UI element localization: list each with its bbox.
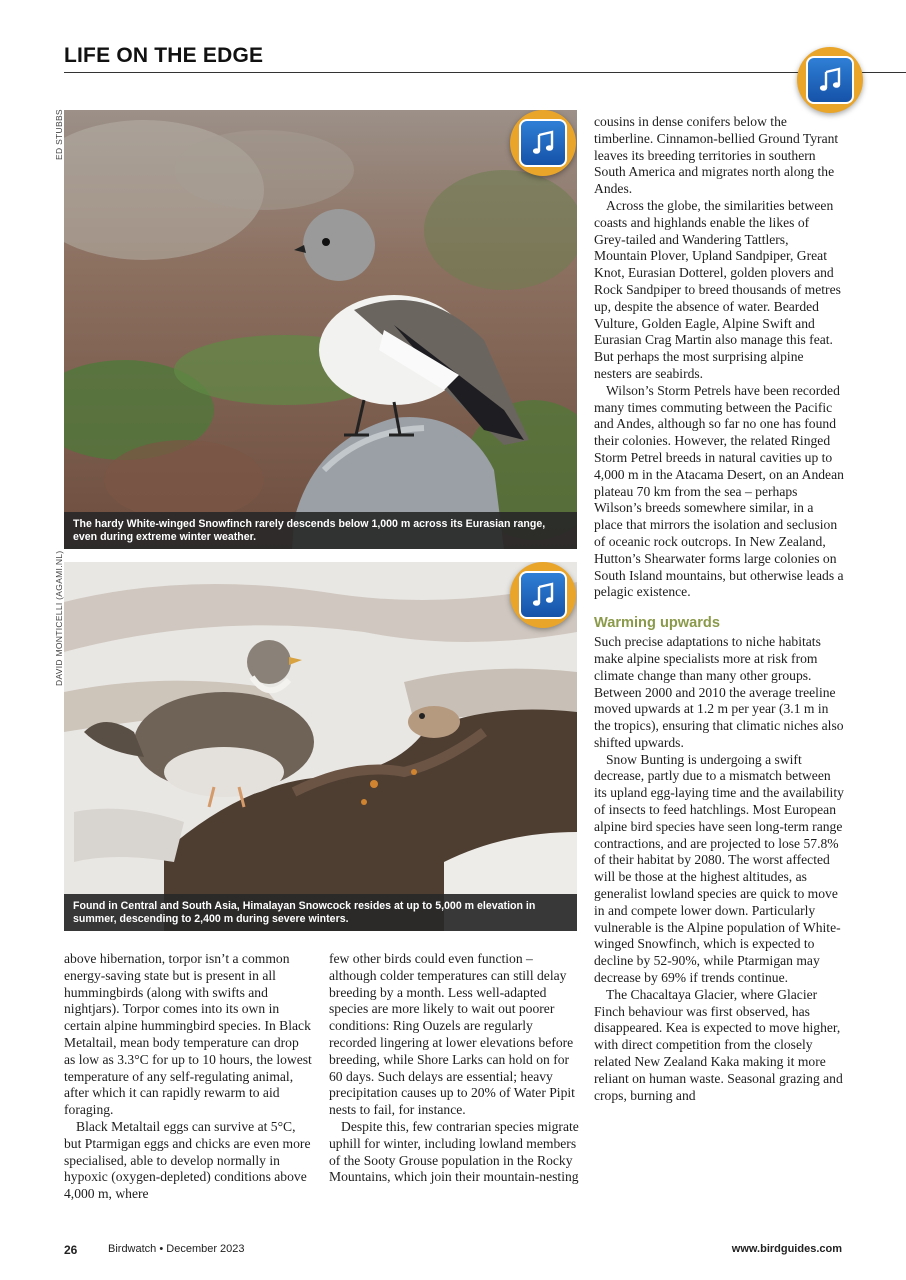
music-note-icon: [530, 130, 556, 156]
paragraph: cousins in dense conifers below the timberline. Cinnamon-bellied Ground Tyrant leaves its breeding territories in southern South America and migrates north along the Andes.: [594, 114, 839, 197]
paragraph: The Chacaltaya Glacier, where Glacier Finch behaviour was first observed, has disappeared. Kea is expected to move higher, with direct competition from the closely related New Zealand Kaka making it more reliant on human waste. Seasonal grazing and crops, burning and: [594, 986, 843, 1103]
header-rule: [64, 72, 906, 73]
body-column-1: [64, 951, 312, 1203]
website-link[interactable]: www.birdguides.com: [731, 1243, 842, 1255]
magazine-issue: Birdwatch • December 2023: [108, 1243, 245, 1255]
snowfinch-caption: The hardy White-winged Snowfinch rarely descends below 1,000 m across its Eurasian range, even during extreme winter weather.: [64, 512, 577, 549]
body-column-3: [594, 114, 844, 1104]
audio-button-snowcock[interactable]: [510, 562, 576, 628]
snowfinch-photo: [64, 110, 577, 549]
audio-button-header[interactable]: [797, 47, 863, 113]
paragraph: Wilson’s Storm Petrels have been recorded many times commuting between the Pacific and Andes, although so far no one has found their colonies. However, the related Ringed Storm Petrel breeds in natural cavities up to 4,000 m in the Atacama Desert, on an Andean plateau 70 km from the sea – perhaps Wilson’s breeds somewhere similar, in a place that mirrors the isolation and seclusion of oceanic rock outcrops. In New Zealand, Hutton’s Shearwater forms large colonies on South Island mountains, but otherwise leads a pelagic existence.: [594, 382, 844, 600]
body-column-2: [329, 951, 579, 1186]
paragraph: Snow Bunting is undergoing a swift decrease, partly due to a mismatch between its upland egg-laying time and the availability of insects to feed hatchlings. Most European alpine bird species have seen long-term range contractions, and are projected to lose 57.8% of their habitat by 2080. The worst affected will be those at the highest altitudes, as generalist lowland species are quick to move in and compete lower down. Particularly vulnerable is the Alpine population of White-winged Snowfinch, which is expected to decline by 52-90%, while Ptarmigan may decrease by 69% if trends continue.: [594, 751, 844, 986]
snowcock-photo: [64, 562, 577, 931]
paragraph: few other birds could even function – although colder temperatures can still delay breeding by a month. Less well-adapted species are more likely to wait out poorer conditions: Ring Ouzels are regularly recorded lingering at lower elevations before breeding, while Shore Larks can hold on for 60 days. Such delays are essential; heavy precipitation causes up to 20% of Water Pipit nests to fail, for instance.: [329, 951, 575, 1118]
music-note-icon: [530, 582, 556, 608]
section-title: LIFE ON THE EDGE: [64, 44, 264, 67]
page-number: 26: [64, 1243, 78, 1257]
photo-credit-snowcock: DAVID MONTICELLI (AGAMI.NL): [54, 550, 64, 686]
paragraph: above hibernation, torpor isn’t a common energy-saving state but is present in all hummingbirds (along with swifts and nightjars). Torpor comes into its own in certain alpine hummingbird species. In Black Metaltail, mean body temperature can drop as low as 3.3°C for up to 10 hours, the lowest temperature of any self-regulating animal, after which it can rapidly rewarm to aid foraging.: [64, 951, 312, 1118]
paragraph: Black Metaltail eggs can survive at 5°C, but Ptarmigan eggs and chicks are even more specialised, able to develop normally in hypoxic (oxygen-depleted) conditions above 4,000 m, where: [64, 1118, 311, 1202]
subheading: Warming upwards: [594, 615, 720, 632]
music-note-icon: [817, 67, 843, 93]
audio-button-snowfinch[interactable]: [510, 110, 576, 176]
paragraph: Across the globe, the similarities between coasts and highlands enable the likes of Grey-tailed and Wandering Tattlers, Mountain Plover, Upland Sandpiper, Great Knot, Eurasian Dotterel, golden plovers and Rock Sandpiper to breed thousands of metres up, despite the absence of water. Bearded Vulture, Golden Eagle, Alpine Swift and Eurasian Crag Martin also manage this feat. But perhaps the most surprising alpine nesters are seabirds.: [594, 197, 841, 381]
paragraph: Despite this, few contrarian species migrate uphill for winter, including lowland members of the Sooty Grouse population in the Rocky Mountains, which join their mountain-nesting: [329, 1118, 579, 1185]
photo-credit-snowfinch: ED STUBBS: [54, 109, 64, 160]
paragraph: Such precise adaptations to niche habitats make alpine specialists more at risk from climate change than many other groups. Between 2000 and 2010 the average treeline moved upwards at 1.2 m per year (3.1 m in the tropics), ensuring that climatic niches also shifted upwards.: [594, 634, 844, 750]
snowcock-caption: Found in Central and South Asia, Himalayan Snowcock resides at up to 5,000 m elevation in summer, descending to 2,400 m during severe winters.: [64, 894, 577, 931]
